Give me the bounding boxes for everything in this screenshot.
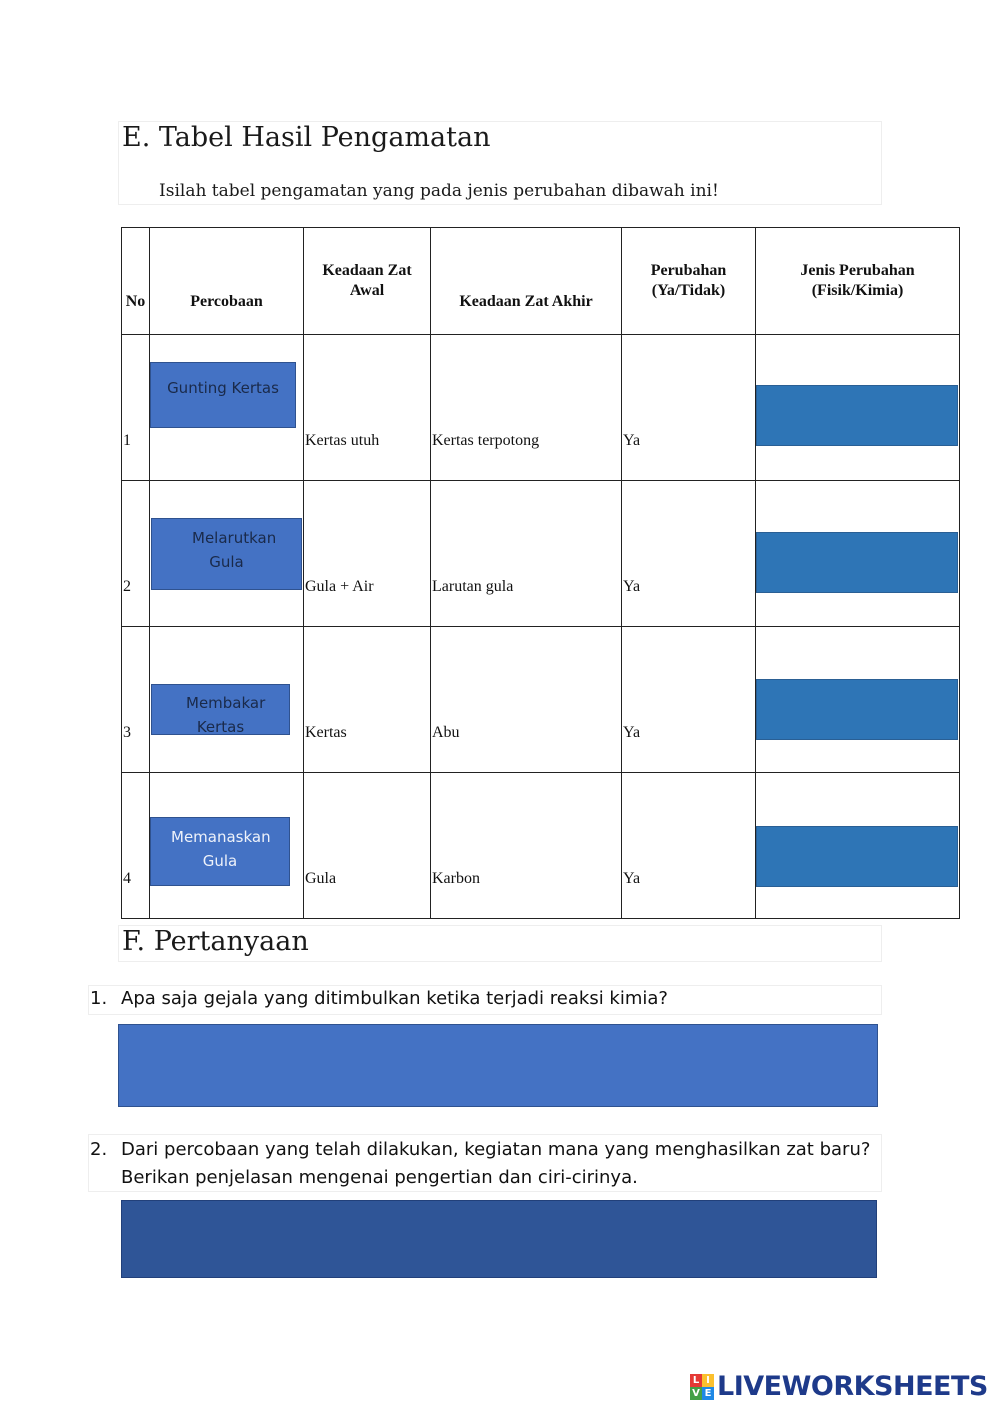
cell-keadaan-akhir: Larutan gula	[431, 481, 622, 627]
cell-keadaan-akhir: Kertas terpotong	[431, 335, 622, 481]
percobaan-label-memanaskan-gula[interactable]: Memanaskan Gula	[150, 817, 290, 886]
question-2-line-1: Dari percobaan yang telah dilakukan, kegiatan mana yang menghasilkan zat baru?	[121, 1139, 871, 1160]
header-keadaan-awal: Keadaan Zat Awal	[304, 228, 431, 335]
question-1-text: Apa saja gejala yang ditimbulkan ketika terjadi reaksi kimia?	[121, 988, 668, 1009]
cell-keadaan-awal: Gula	[304, 773, 431, 919]
percobaan-label-gunting-kertas[interactable]: Gunting Kertas	[150, 362, 296, 428]
cell-perubahan: Ya	[622, 481, 756, 627]
logo-wordmark: LIVEWORKSHEETS	[717, 1371, 988, 1402]
cell-keadaan-akhir: Karbon	[431, 773, 622, 919]
percobaan-label-membakar-kertas[interactable]: Membakar Kertas	[151, 684, 290, 735]
cell-perubahan: Ya	[622, 627, 756, 773]
cell-perubahan: Ya	[622, 773, 756, 919]
table-header-row	[122, 228, 960, 335]
question-2-line-2: Berikan penjelasan mengenai pengertian dan ciri-cirinya.	[121, 1167, 638, 1188]
cell-keadaan-akhir: Abu	[431, 627, 622, 773]
jenis-perubahan-answer-1[interactable]	[756, 385, 958, 446]
cell-no: 2	[122, 481, 150, 627]
section-f-title: F. Pertanyaan	[122, 926, 309, 957]
liveworksheets-logo	[690, 1371, 988, 1402]
question-2-answer-box[interactable]	[121, 1200, 877, 1278]
header-jenis-perubahan: Jenis Perubahan (Fisik/Kimia)	[756, 228, 960, 335]
question-1-number: 1.	[90, 988, 108, 1009]
logo-mark-icon: L I V E	[690, 1374, 714, 1400]
cell-keadaan-awal: Gula + Air	[304, 481, 431, 627]
jenis-perubahan-answer-3[interactable]	[756, 679, 958, 740]
jenis-perubahan-answer-4[interactable]	[756, 826, 958, 887]
cell-no: 3	[122, 627, 150, 773]
header-no: No	[122, 228, 150, 335]
header-percobaan: Percobaan	[150, 228, 304, 335]
section-e-title: E. Tabel Hasil Pengamatan	[122, 122, 491, 153]
jenis-perubahan-answer-2[interactable]	[756, 532, 958, 593]
question-1-answer-box[interactable]	[118, 1024, 878, 1107]
percobaan-label-melarutkan-gula[interactable]: Melarutkan Gula	[151, 518, 302, 590]
header-perubahan: Perubahan (Ya/Tidak)	[622, 228, 756, 335]
cell-keadaan-awal: Kertas utuh	[304, 335, 431, 481]
section-e-instruction: Isilah tabel pengamatan yang pada jenis perubahan dibawah ini!	[159, 181, 719, 201]
header-keadaan-akhir: Keadaan Zat Akhir	[431, 228, 622, 335]
cell-no: 4	[122, 773, 150, 919]
cell-no: 1	[122, 335, 150, 481]
cell-keadaan-awal: Kertas	[304, 627, 431, 773]
question-2-number: 2.	[90, 1139, 108, 1160]
cell-perubahan: Ya	[622, 335, 756, 481]
